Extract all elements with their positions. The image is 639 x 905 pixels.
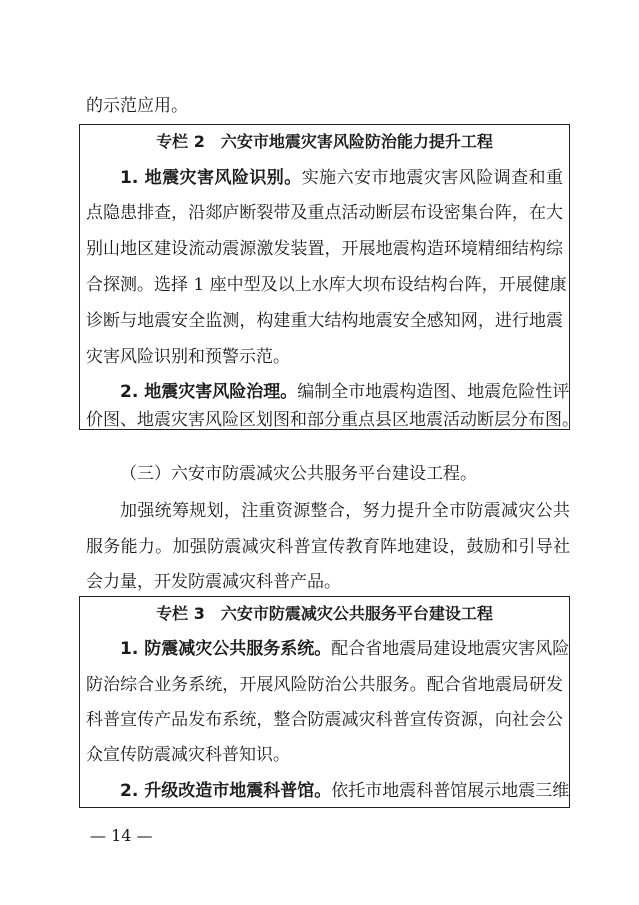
box2-item1-text: 实施六安市地震灾害风险调查和重 xyxy=(301,168,563,188)
box3-item2-text: 依托市地震科普馆展示地震三维 xyxy=(331,781,570,801)
page-number: — 14 — xyxy=(90,826,153,845)
box2-item1-line: 合探测。选择 1 座中型及以上水库大坝布设结构台阵，开展健康 xyxy=(86,275,567,295)
box2-item1-line1 xyxy=(86,168,563,188)
box3-item1-line: 防治综合业务系统，开展风险防治公共服务。配合省地震局研发 xyxy=(86,675,563,695)
box3-item2-line1 xyxy=(86,781,570,801)
intro-tail-text: 的示范应用。 xyxy=(86,96,188,116)
box2-item1-line: 别山地区建设流动震源激发装置，开展地震构造环境精细结构综 xyxy=(86,239,563,259)
box2-item1-line: 点隐患排查，沿郯庐断裂带及重点活动断层布设密集台阵，在大 xyxy=(86,203,563,223)
box3-item2-head: 2. 升级改造市地震科普馆。 xyxy=(120,781,332,801)
box3-title: 专栏 3 六安市防震减灾公共服务平台建设工程 xyxy=(156,604,493,623)
box2-item2-line: 价图、地震灾害风险区划图和部分重点县区地震活动断层分布图。 xyxy=(86,410,579,430)
box2-title: 专栏 2 六安市地震灾害风险防治能力提升工程 xyxy=(156,132,493,151)
section3-para-line: 服务能力。加强防震减灾科普宣传教育阵地建设，鼓励和引导社 xyxy=(86,537,570,557)
box2-item2-text: 编制全市地震构造图、地震危险性评 xyxy=(297,382,570,402)
box3-item1-line: 科普宣传产品发布系统，整合防震减灾科普宣传资源，向社会公 xyxy=(86,710,563,730)
box2-item1-head: 1. 地震灾害风险识别。 xyxy=(120,168,302,188)
box3-item1-text: 配合省地震局建设地震灾害风险 xyxy=(331,639,570,659)
feature-box-3 xyxy=(79,596,570,808)
feature-box-2 xyxy=(79,124,579,430)
box2-item2-line1 xyxy=(86,382,570,402)
section3-heading: （三）六安市防震减灾公共服务平台建设工程。 xyxy=(120,464,477,484)
box3-item1-line: 众宣传防震减灾科普知识。 xyxy=(86,745,290,765)
box2-item1-line: 灾害风险识别和预警示范。 xyxy=(86,347,290,367)
box3-item1-head: 1. 防震减灾公共服务系统。 xyxy=(120,639,332,659)
box3-item1-line1 xyxy=(86,639,570,659)
section3-para-line: 会力量，开发防震减灾科普产品。 xyxy=(86,572,341,592)
box2-item2-head: 2. 地震灾害风险治理。 xyxy=(120,382,298,402)
box2-item1-line: 诊断与地震安全监测，构建重大结构地震安全感知网，进行地震 xyxy=(86,311,563,331)
section3-para-line: 加强统筹规划，注重资源整合，努力提升全市防震减灾公共 xyxy=(120,501,570,521)
